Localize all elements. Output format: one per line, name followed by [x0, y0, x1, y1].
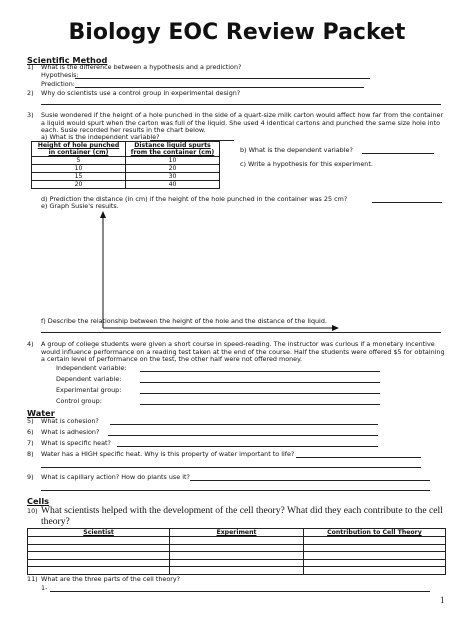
q3b-answer-line[interactable] — [362, 153, 434, 154]
table-header-height: Height of hole punched in container (cm) — [32, 142, 126, 157]
q3d-text: d) Prediction the distance (in cm) if the height of the hole punched in the container was 25 cm? — [41, 195, 348, 203]
q1-number: 1) — [27, 63, 34, 71]
section-heading-cells: Cells — [27, 496, 50, 506]
q5-text: What is cohesion? — [41, 417, 99, 425]
table-row — [32, 157, 220, 165]
experimental-group-line[interactable] — [140, 393, 380, 394]
x-axis-arrow — [332, 325, 339, 331]
page-number: 1 — [440, 595, 445, 605]
q11-number: 11) — [27, 575, 38, 583]
q2-text: Why do scientists use a control group in experimental design? — [41, 89, 241, 97]
table-row[interactable] — [28, 559, 446, 567]
independent-variable-label: Independent variable: — [56, 364, 127, 372]
q3a-text: a) What is the independent variable? — [41, 133, 160, 141]
q3f-answer-line[interactable] — [41, 332, 441, 333]
table-row — [32, 181, 220, 189]
table-row[interactable] — [28, 544, 446, 552]
q10-text: What scientists helped with the development of the cell theory? What did they each contribute to the cell theory? — [41, 505, 443, 528]
table-row — [32, 165, 220, 173]
table-cell: 30 — [126, 173, 220, 181]
q3b-text: b) What is the dependent variable? — [240, 146, 353, 154]
q2-number: 2) — [27, 89, 34, 97]
table-header-scientist: Scientist — [28, 529, 170, 537]
table-cell: 20 — [126, 165, 220, 173]
q11-text: What are the three parts of the cell theory? — [41, 575, 181, 583]
q9-number: 9) — [27, 473, 34, 481]
dependent-variable-label: Dependent variable: — [56, 375, 122, 383]
q3f-text: f) Describe the relationship between the height of the hole and the distance of the liquid. — [41, 317, 327, 325]
q9-text: What is capillary action? How do plants use it? — [41, 473, 190, 481]
hypothesis-label: Hypothesis: — [41, 71, 79, 79]
q11-item-1-label: 1- — [41, 584, 48, 592]
q5-answer-line[interactable] — [110, 424, 378, 425]
q7-number: 7) — [27, 439, 34, 447]
q1-text: What is the difference between a hypothesis and a prediction? — [41, 63, 242, 71]
q8-answer-line-2[interactable] — [41, 467, 421, 468]
q8-number: 8) — [27, 450, 34, 458]
q6-answer-line[interactable] — [108, 435, 378, 436]
table-cell: 20 — [32, 181, 126, 189]
q3-number: 3) — [27, 111, 34, 119]
table-row[interactable] — [28, 567, 446, 575]
table-row — [32, 173, 220, 181]
q6-number: 6) — [27, 428, 34, 436]
q8-text: Water has a HIGH specific heat. Why is this property of water important to life? — [41, 450, 295, 458]
prediction-label: Prediction: — [41, 80, 75, 88]
hypothesis-answer-line[interactable] — [75, 78, 370, 79]
table-cell: 5 — [32, 157, 126, 165]
q7-answer-line[interactable] — [117, 446, 378, 447]
q7-text: What is specific heat? — [41, 439, 111, 447]
q3d-answer-line[interactable] — [372, 202, 442, 203]
table-cell: 15 — [32, 173, 126, 181]
table-header-contribution: Contribution to Cell Theory — [303, 529, 445, 537]
q6-text: What is adhesion? — [41, 428, 100, 436]
q10-number: 10) — [27, 507, 38, 515]
table-row[interactable] — [28, 552, 446, 560]
independent-variable-line[interactable] — [140, 371, 380, 372]
q3c-text: c) Write a hypothesis for this experiment. — [240, 160, 373, 168]
susie-data-table — [31, 141, 220, 189]
q4-text: A group of college students were given a short course in speed-reading. The instructor was curious if a monetary incentive would influence performance on a reading test taken at the end of the course. Half the students were offered $5 for obtaining a certain level of performance on the test, the other half were not offered money. — [41, 340, 445, 364]
q9-answer-line-1[interactable] — [190, 480, 430, 481]
page-title: Biology EOC Review Packet — [68, 20, 406, 45]
q3e-text: e) Graph Susie's results. — [41, 202, 119, 210]
q11-answer-line-1[interactable] — [50, 591, 430, 592]
q9-answer-line-2[interactable] — [41, 490, 430, 491]
q2-answer-line[interactable] — [41, 104, 441, 105]
control-group-line[interactable] — [140, 404, 380, 405]
table-header-experiment: Experiment — [170, 529, 304, 537]
control-group-label: Control group: — [56, 397, 102, 405]
section-heading-scientific-method: Scientific Method — [27, 55, 108, 65]
prediction-answer-line[interactable] — [75, 87, 364, 88]
y-axis-arrow — [100, 211, 106, 218]
q5-number: 5) — [27, 417, 34, 425]
section-heading-water: Water — [27, 408, 55, 418]
table-cell: 10 — [32, 165, 126, 173]
table-cell: 10 — [126, 157, 220, 165]
q4-number: 4) — [27, 340, 34, 348]
table-row[interactable] — [28, 537, 446, 545]
q3-text: Susie wondered if the height of a hole punched in the side of a quart-size milk carton would affect how far from the container a liquid would spurt when the carton was full of the liquid. She used 4 identical cartons and punched the same size hole into each. Susie recorded her results in the chart below. — [41, 111, 444, 135]
dependent-variable-line[interactable] — [140, 382, 380, 383]
experimental-group-label: Experimental group: — [56, 386, 122, 394]
table-header-distance: Distance liquid spurts from the container (cm) — [126, 142, 220, 157]
table-cell: 40 — [126, 181, 220, 189]
q8-answer-line-1[interactable] — [296, 457, 421, 458]
cell-theory-table[interactable] — [27, 528, 446, 575]
